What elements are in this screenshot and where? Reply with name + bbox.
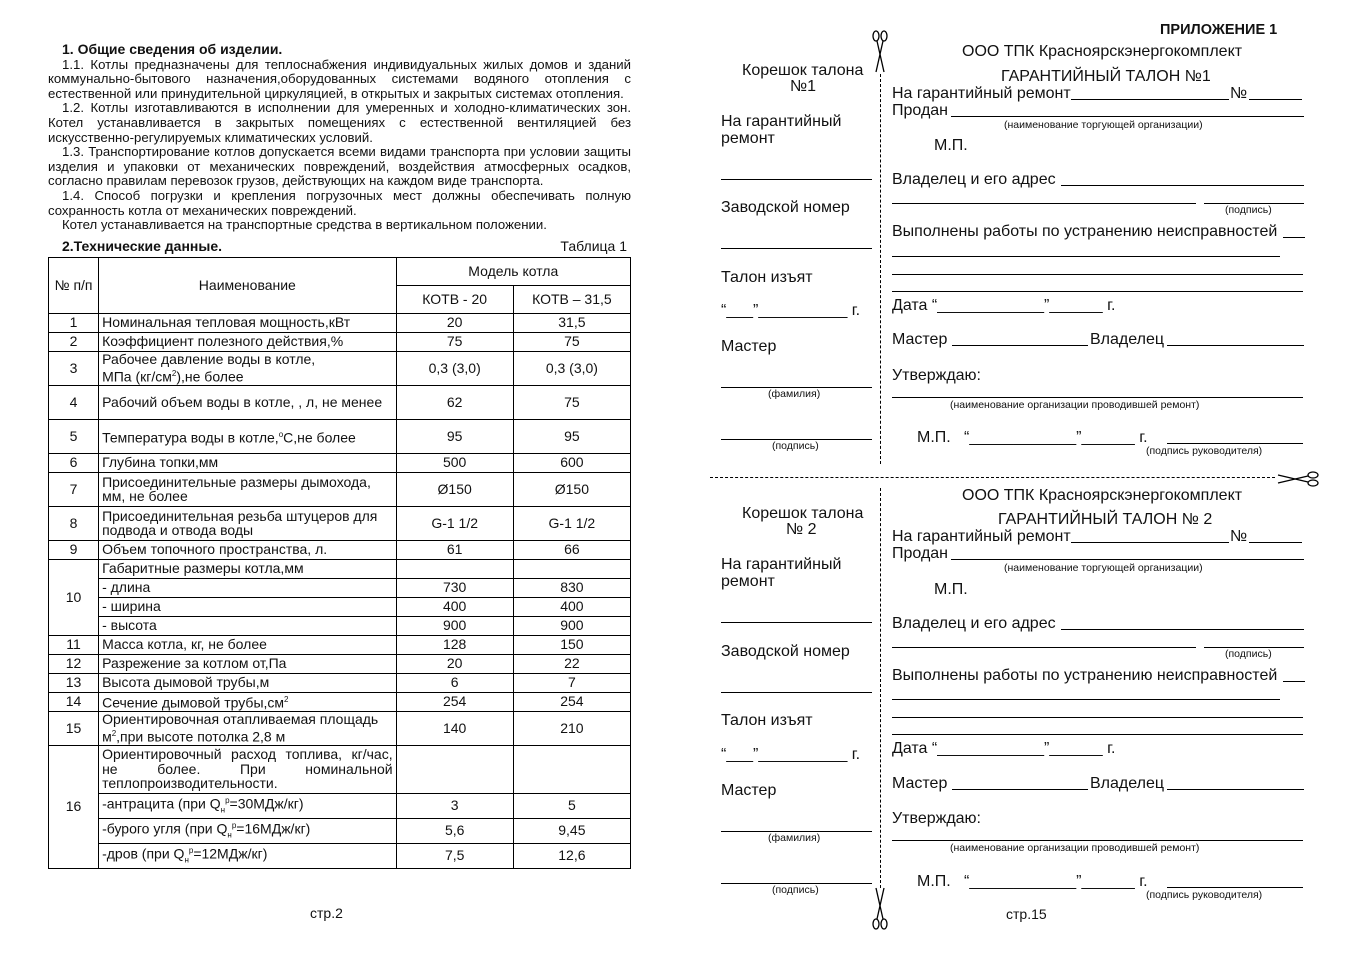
coupon-title: ГАРАНТИЙНЫЙ ТАЛОН № 2 (998, 511, 1213, 528)
row-num: 14 (49, 692, 99, 711)
table-row (49, 635, 631, 654)
table-row (49, 793, 631, 818)
table-row (49, 818, 631, 843)
row-num: 16 (49, 745, 99, 868)
stub-surname-caption: (фамилия) (768, 832, 821, 844)
row-value-a: 128 (396, 635, 513, 654)
row-name: Номинальная тепловая мощность,кВт (99, 313, 397, 332)
stub-repair-label-2: ремонт (721, 573, 775, 590)
master-label: Мастер (892, 331, 948, 348)
row-num: 12 (49, 654, 99, 673)
left-page (48, 42, 631, 869)
row-value-b: 9,45 (513, 818, 630, 843)
row-num: 4 (49, 385, 99, 419)
row-name: Присоединительная резьба штуцеров для подвода и отвода воды (99, 506, 397, 540)
paragraph-1-3: 1.3. Транспортирование котлов допускается всеми видами транспорта при условии защиты изделия и упаковки от механических повреждений, воздействия атмосферных осадков, согласно правилам перевозок грузов, действующих на каждом виде транспорта. (48, 144, 631, 189)
header-model-2: КОТВ – 31,5 (513, 285, 630, 313)
paragraph-1-5: Котел устанавливается на транспортные средства в вертикальном положении. (62, 217, 547, 233)
head-signature-caption: (подпись руководителя) (1146, 889, 1263, 901)
stamp-label: М.П. (934, 137, 968, 154)
table-row (49, 654, 631, 673)
row-value-a (396, 745, 513, 793)
row-value-a: 7,5 (396, 843, 513, 868)
repair-org-caption: (наименование организации проводившей ремонт) (950, 399, 1200, 411)
header-name: Наименование (99, 257, 397, 313)
row-value-b: 600 (513, 453, 630, 472)
row-name: Ориентировочная отапливаемая площадь $м^2,при$ высоте потолка 2,8 м (99, 711, 397, 745)
approve-label: Утверждаю: (892, 367, 981, 384)
row-num: 8 (49, 506, 99, 540)
approval-date-field[interactable]: “____________”______ г. (964, 429, 1148, 446)
stub-signature-caption: (подпись) (772, 440, 819, 452)
head-signature-caption: (подпись руководителя) (1146, 445, 1263, 457)
sold-field[interactable] (951, 116, 1304, 117)
works-label: Выполнены работы по устранению неисправностей (892, 667, 1278, 684)
row-name: - длина (99, 578, 397, 597)
row-name: Сечение дымовой $трубы,см^2$ (99, 692, 397, 711)
stub-date-field[interactable]: “___”__________ г. (721, 302, 861, 319)
repair-org-caption: (наименование организации проводившей ремонт) (950, 842, 1200, 854)
stub-serial-label: Заводской номер (721, 199, 850, 216)
row-num: 7 (49, 472, 99, 506)
coupon-org: ООО ТПК Красноярскэнергокомплект (962, 43, 1243, 60)
scissors-icon (871, 886, 889, 930)
master-label: Мастер (892, 775, 948, 792)
table-row (49, 745, 631, 793)
stub-date-field[interactable]: “___”__________ г. (721, 746, 861, 763)
row-value-b: Ø150 (513, 472, 630, 506)
header-model: Модель котла (396, 257, 630, 285)
row-value-a: Ø150 (396, 472, 513, 506)
right-page-number: стр.15 (1006, 906, 1047, 922)
owner-short-field[interactable] (1167, 345, 1304, 346)
row-value-a: 62 (396, 385, 513, 419)
row-value-a: G-1 1/2 (396, 506, 513, 540)
section2-title: 2.Технические данные. (62, 237, 223, 254)
cut-line-horizontal (710, 477, 1275, 478)
stub-number: № 2 (786, 521, 817, 538)
stamp-label: М.П. (917, 429, 951, 446)
stub-signature-caption: (подпись) (772, 884, 819, 896)
row-value-b: 900 (513, 616, 630, 635)
row-name: Разрежение за котлом от,Па (99, 654, 397, 673)
row-name: - ширина (99, 597, 397, 616)
paragraph-1-2: 1.2. Котлы изготавливаются в исполнении для умеренных и холодно-климатических зон. Котел устанавливается в закрытых помещениях с естественной вентиляцией без искусственно-регулируемых климатических условий. (48, 100, 631, 145)
no-label: № (1230, 85, 1248, 102)
scissors-icon (871, 30, 889, 74)
row-name: Объем топочного пространства, л. (99, 540, 397, 559)
stub-surname-caption: (фамилия) (768, 388, 821, 400)
row-value-b: 0,3 (3,0) (513, 351, 630, 385)
repair-field[interactable] (1071, 99, 1229, 100)
table-row (49, 506, 631, 540)
row-name: Температура воды в котле,$^o$С,не более (99, 419, 397, 453)
row-num: 3 (49, 351, 99, 385)
repair-number-field[interactable] (1249, 99, 1302, 100)
scissors-icon (1276, 470, 1320, 488)
cut-line-vertical-1 (880, 74, 881, 464)
owner-short-label: Владелец (1090, 331, 1165, 348)
owner-short-label: Владелец (1090, 775, 1165, 792)
coupon-title: ГАРАНТИЙНЫЙ ТАЛОН №1 (1001, 68, 1211, 85)
table-row (49, 419, 631, 453)
row-value-a: 20 (396, 654, 513, 673)
signature-caption: (подпись) (1225, 204, 1272, 216)
signature-caption: (подпись) (1225, 648, 1272, 660)
row-value-a: 500 (396, 453, 513, 472)
row-value-b: 66 (513, 540, 630, 559)
stub-repair-label-2: ремонт (721, 130, 775, 147)
row-value-b: 31,5 (513, 313, 630, 332)
row-value-b: 12,6 (513, 843, 630, 868)
header-num: № п/п (49, 257, 99, 313)
row-name: - высота (99, 616, 397, 635)
trade-org-caption: (наименование торгующей организации) (1004, 119, 1203, 131)
stamp-label: М.П. (934, 581, 968, 598)
row-name: -дров (при $Q_н^р=12МДж/кг$) (99, 843, 397, 868)
row-value-b: 95 (513, 419, 630, 453)
date-field[interactable]: Дата “____________”______ г. (892, 297, 1116, 314)
stub-master-label: Мастер (721, 782, 777, 799)
no-label: № (1230, 528, 1248, 545)
row-value-a: 20 (396, 313, 513, 332)
row-value-a (396, 559, 513, 578)
stub-field-line[interactable] (721, 692, 872, 693)
table-row (49, 843, 631, 868)
works-field-3[interactable] (892, 274, 1303, 275)
row-num: 10 (49, 559, 99, 635)
repair-label: На гарантийный ремонт (892, 85, 1071, 102)
stub-master-label: Мастер (721, 338, 777, 355)
row-value-b: 830 (513, 578, 630, 597)
table-row (49, 351, 631, 385)
stub-title: Корешок талона (742, 505, 864, 522)
row-num: 5 (49, 419, 99, 453)
master-field[interactable] (952, 789, 1088, 790)
row-value-b: 150 (513, 635, 630, 654)
row-name: Присоединительные размеры дымохода, мм, не более (99, 472, 397, 506)
repair-label: На гарантийный ремонт (892, 528, 1071, 545)
repair-number-field[interactable] (1249, 542, 1302, 543)
table-row (49, 616, 631, 635)
works-field-2[interactable] (892, 256, 1280, 257)
row-value-a: 3 (396, 793, 513, 818)
row-value-a: 61 (396, 540, 513, 559)
sold-label: Продан (892, 102, 949, 119)
approve-label: Утверждаю: (892, 810, 981, 827)
row-value-b: 75 (513, 385, 630, 419)
row-value-b: 210 (513, 711, 630, 745)
row-value-b: 400 (513, 597, 630, 616)
row-value-b (513, 559, 630, 578)
row-value-b: 75 (513, 332, 630, 351)
master-field[interactable] (952, 345, 1088, 346)
row-num: 13 (49, 673, 99, 692)
works-field-4[interactable] (892, 734, 1303, 735)
table-row (49, 578, 631, 597)
stamp-label: М.П. (917, 873, 951, 890)
table-header-row (49, 257, 631, 285)
cut-line-vertical-2 (880, 488, 881, 888)
row-name: Рабочий объем воды в котле, , л, не менее (99, 385, 397, 419)
date-field[interactable]: Дата “____________”______ г. (892, 740, 1116, 757)
head-signature-field[interactable] (1167, 887, 1303, 888)
table-row (49, 692, 631, 711)
table-row (49, 385, 631, 419)
table-label: Таблица 1 (560, 237, 627, 254)
row-value-b (513, 745, 630, 793)
row-value-a: 254 (396, 692, 513, 711)
owner-field[interactable] (1061, 185, 1304, 186)
row-value-a: 140 (396, 711, 513, 745)
row-name: Рабочее давление воды в котле, МПа $(кг/см^2),не$ более (99, 351, 397, 385)
row-num: 15 (49, 711, 99, 745)
repair-org-field[interactable] (892, 397, 1303, 398)
row-num: 1 (49, 313, 99, 332)
stub-repair-label: На гарантийный (721, 556, 842, 573)
row-value-a: 900 (396, 616, 513, 635)
table-row (49, 597, 631, 616)
works-field[interactable] (1283, 237, 1305, 238)
row-num: 9 (49, 540, 99, 559)
stub-seized-label: Талон изъят (721, 712, 813, 729)
table-row (49, 453, 631, 472)
paragraph-1-1: 1.1. Котлы предназначены для теплоснабжения индивидуальных жилых домов и зданий коммунально-бытового назначения,оборудованных системами водяного отопления с естественной или принудительной циркуляцией, в открытых и закрытых системах отопления. (48, 56, 631, 101)
table-row (49, 559, 631, 578)
repair-org-field[interactable] (892, 840, 1303, 841)
section2-header (48, 239, 631, 255)
stub-seized-label: Талон изъят (721, 269, 813, 286)
stub-serial-label: Заводской номер (721, 643, 850, 660)
row-value-b: 7 (513, 673, 630, 692)
row-value-b: 22 (513, 654, 630, 673)
row-num: 11 (49, 635, 99, 654)
row-value-b: 5 (513, 793, 630, 818)
table-row (49, 540, 631, 559)
works-field-4[interactable] (892, 291, 1303, 292)
paragraph-1-4: 1.4. Способ погрузки и крепления погрузочных мест должны обеспечивать полную сохранность котла от механических повреждений. (48, 187, 631, 218)
row-num: 6 (49, 453, 99, 472)
stub-field-line[interactable] (721, 248, 872, 249)
row-name: Глубина топки,мм (99, 453, 397, 472)
works-field-2[interactable] (892, 699, 1280, 700)
row-value-a: 95 (396, 419, 513, 453)
owner-field-2[interactable] (892, 647, 1196, 648)
section1-title: 1. Общие сведения об изделии. (62, 41, 283, 57)
row-name: Габаритные размеры котла,мм (99, 559, 397, 578)
row-value-a: 0,3 (3,0) (396, 351, 513, 385)
left-page-number: стр.2 (310, 905, 343, 921)
row-num: 2 (49, 332, 99, 351)
table-row (49, 711, 631, 745)
sold-label: Продан (892, 545, 949, 562)
approval-date-field[interactable]: “____________”______ г. (964, 873, 1148, 890)
row-name: -бурого угля (при $Q_н^р=16МДж/кг$) (99, 818, 397, 843)
row-value-a: 75 (396, 332, 513, 351)
works-field[interactable] (1283, 681, 1305, 682)
row-value-a: 5,6 (396, 818, 513, 843)
repair-field[interactable] (1071, 542, 1229, 543)
owner-short-field[interactable] (1167, 789, 1304, 790)
head-signature-field[interactable] (1167, 443, 1303, 444)
row-value-b: 254 (513, 692, 630, 711)
stub-repair-label: На гарантийный (721, 113, 842, 130)
table-row (49, 472, 631, 506)
row-value-a: 730 (396, 578, 513, 597)
works-label: Выполнены работы по устранению неисправностей (892, 223, 1278, 240)
stub-title: Корешок талона (742, 62, 864, 79)
owner-field-2[interactable] (892, 203, 1196, 204)
owner-label: Владелец и его адрес (892, 171, 1056, 188)
table-row (49, 673, 631, 692)
works-field-3[interactable] (892, 717, 1303, 718)
row-name: Коэффициент полезного действия,% (99, 332, 397, 351)
appendix-title: ПРИЛОЖЕНИЕ 1 (1160, 22, 1278, 38)
row-value-a: 400 (396, 597, 513, 616)
row-value-b: G-1 1/2 (513, 506, 630, 540)
stub-field-line[interactable] (721, 622, 872, 623)
trade-org-caption: (наименование торгующей организации) (1004, 562, 1203, 574)
stub-field-line[interactable] (721, 179, 872, 180)
owner-label: Владелец и его адрес (892, 615, 1056, 632)
header-model-1: КОТВ - 20 (396, 285, 513, 313)
table-row (49, 313, 631, 332)
table-row (49, 332, 631, 351)
row-name: -антрацита (при $Q_н^р=30МДж/кг$) (99, 793, 397, 818)
stub-number: №1 (790, 78, 817, 95)
tech-data-table (48, 257, 631, 869)
sold-field[interactable] (951, 559, 1304, 560)
row-name: Высота дымовой трубы,м (99, 673, 397, 692)
coupon-org: ООО ТПК Красноярскэнергокомплект (962, 487, 1243, 504)
row-name: Ориентировочный расход топлива, кг/час, не более. При номинальной теплопроизводительности. (99, 745, 397, 793)
row-name: Масса котла, кг, не более (99, 635, 397, 654)
row-value-a: 6 (396, 673, 513, 692)
owner-field[interactable] (1061, 629, 1304, 630)
